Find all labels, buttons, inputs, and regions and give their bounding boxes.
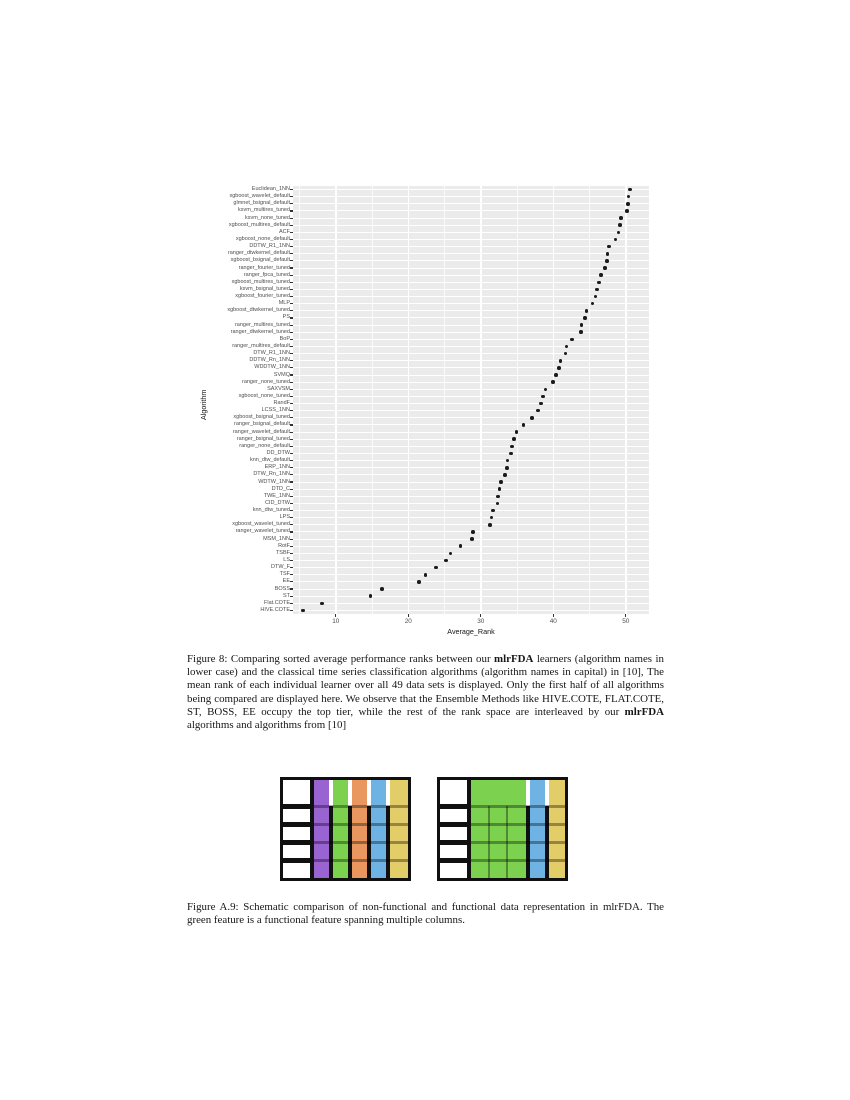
y-axis-tick xyxy=(290,460,292,461)
y-axis-label: ranger_bsignal_tuned xyxy=(236,435,290,442)
row-gridline xyxy=(293,396,649,397)
x-axis-tick-label: 30 xyxy=(477,618,485,625)
y-axis-tick xyxy=(290,260,292,261)
data-point xyxy=(564,352,568,356)
y-axis-tick xyxy=(290,588,292,589)
id-row-separator xyxy=(440,804,467,809)
row-gridline xyxy=(293,317,649,318)
y-axis-label: xgboost_bsignal_default xyxy=(230,257,290,264)
y-axis-tick xyxy=(290,360,292,361)
id-row-separator xyxy=(283,840,310,845)
row-gridline xyxy=(293,303,649,304)
y-axis-tick xyxy=(290,503,292,504)
y-axis-label: EE xyxy=(282,578,290,585)
y-axis-label: DDTW_R1_1NN xyxy=(249,243,290,250)
major-gridline xyxy=(408,186,410,614)
y-axis-label: BoP xyxy=(279,335,290,342)
feature-row-separator xyxy=(471,805,565,808)
y-axis-tick xyxy=(290,210,292,211)
caption-text: Figure 8: Comparing sorted average performance ranks between our xyxy=(187,653,495,665)
y-axis-tick xyxy=(290,374,292,375)
y-axis-label: ksvm_none_tuned xyxy=(245,214,290,221)
row-gridline xyxy=(293,367,649,368)
y-axis-label: xgboost_multires_tuned xyxy=(231,278,290,285)
data-point xyxy=(471,530,475,534)
y-axis-tick xyxy=(290,439,292,440)
row-gridline xyxy=(293,310,649,311)
y-axis-tick xyxy=(290,481,292,482)
row-gridline xyxy=(293,339,649,340)
data-point xyxy=(579,330,583,334)
y-axis-label: xgboost_wavelet_tuned xyxy=(232,521,290,528)
y-axis-label: xgboost_fourier_tuned xyxy=(235,293,290,300)
y-axis-label: SVMQ xyxy=(273,371,290,378)
row-gridline xyxy=(293,546,649,547)
y-axis-tick xyxy=(290,467,292,468)
row-gridline xyxy=(293,496,649,497)
row-gridline xyxy=(293,560,649,561)
data-point xyxy=(617,231,621,235)
y-axis-label: ranger_dtwkernel_tuned xyxy=(230,328,290,335)
y-axis-tick xyxy=(290,553,292,554)
id-column xyxy=(440,780,467,878)
major-gridline xyxy=(625,186,627,614)
y-axis-label: ranger_none_tuned xyxy=(241,378,290,385)
y-axis-tick xyxy=(290,539,292,540)
row-gridline xyxy=(293,596,649,597)
y-axis-tick xyxy=(290,496,292,497)
y-axis-tick xyxy=(290,474,292,475)
y-axis-tick xyxy=(290,489,292,490)
y-axis-label: TWE_1NN xyxy=(263,492,290,499)
data-point xyxy=(544,388,548,392)
y-axis-label: TSBF xyxy=(275,549,290,556)
row-gridline xyxy=(293,232,649,233)
major-gridline xyxy=(480,186,482,614)
row-gridline xyxy=(293,453,649,454)
y-axis-tick xyxy=(290,267,292,268)
y-axis-label: ACF xyxy=(279,228,290,235)
row-gridline xyxy=(293,189,649,190)
y-axis-label: WDTW_1NN xyxy=(258,478,290,485)
y-axis-label: knn_dtw_default xyxy=(249,457,290,464)
row-gridline xyxy=(293,510,649,511)
row-gridline xyxy=(293,246,649,247)
row-gridline xyxy=(293,424,649,425)
data-point xyxy=(512,437,516,441)
data-point xyxy=(625,209,629,213)
y-axis-tick xyxy=(290,560,292,561)
major-gridline xyxy=(335,186,337,614)
y-axis-tick xyxy=(290,396,292,397)
row-gridline xyxy=(293,282,649,283)
id-row-separator xyxy=(283,804,310,809)
data-point xyxy=(488,523,492,527)
y-axis-label: xgboost_none_default xyxy=(235,236,290,242)
feature-column xyxy=(549,780,565,878)
data-point xyxy=(580,323,584,327)
y-axis-label: SAXVSM xyxy=(267,385,290,392)
row-gridline xyxy=(293,203,649,204)
feature-row-separator xyxy=(471,823,565,826)
data-point xyxy=(449,552,453,556)
data-point xyxy=(510,445,514,449)
y-axis-label: Flat.COTE xyxy=(264,599,290,606)
y-axis-tick xyxy=(290,296,292,297)
minor-gridline xyxy=(299,186,300,614)
y-axis-label: LPS xyxy=(279,514,290,521)
row-gridline xyxy=(293,567,649,568)
y-axis-tick xyxy=(290,531,292,532)
id-row-separator xyxy=(283,822,310,827)
y-axis-tick xyxy=(290,218,292,219)
data-point xyxy=(424,573,428,577)
y-axis-label: TSF xyxy=(279,571,290,578)
y-axis-tick xyxy=(290,596,292,597)
id-row-separator xyxy=(283,858,310,863)
y-axis-tick xyxy=(290,610,292,611)
row-gridline xyxy=(293,589,649,590)
feature-row-separator xyxy=(471,841,565,844)
caption-text: Figure A.9: Schematic comparison of non-functional and functional data representation in mlrFDA. The green feature is a functional feature spanning multiple columns. xyxy=(187,901,664,927)
data-point xyxy=(605,259,609,263)
row-gridline xyxy=(293,389,649,390)
y-axis-tick xyxy=(290,524,292,525)
row-gridline xyxy=(293,375,649,376)
data-point xyxy=(628,188,632,192)
y-axis-label: ranger_none_default xyxy=(239,442,290,449)
y-axis-label: ranger_multires_default xyxy=(232,343,290,349)
row-gridline xyxy=(293,218,649,219)
y-axis-label: ERP_1NN xyxy=(264,464,290,471)
major-gridline xyxy=(553,186,555,614)
y-axis-tick xyxy=(290,196,292,197)
data-point xyxy=(470,537,474,541)
data-point xyxy=(530,416,534,420)
feature-row-separator xyxy=(314,805,408,808)
non-functional-data-table xyxy=(280,777,411,881)
y-axis-tick xyxy=(290,410,292,411)
row-gridline xyxy=(293,474,649,475)
y-axis-label: LCSS_1NN xyxy=(261,407,290,414)
y-axis-tick xyxy=(290,389,292,390)
data-point xyxy=(551,380,555,384)
row-gridline xyxy=(293,524,649,525)
row-gridline xyxy=(293,346,649,347)
feature-column xyxy=(371,780,386,878)
data-point xyxy=(496,502,500,506)
y-axis-title: Algorithm xyxy=(199,389,208,420)
y-axis-tick xyxy=(290,203,292,204)
row-gridline xyxy=(293,553,649,554)
y-axis-tick xyxy=(290,339,292,340)
row-gridline xyxy=(293,239,649,240)
data-point xyxy=(320,602,324,606)
y-axis-tick xyxy=(290,424,292,425)
data-point xyxy=(594,295,598,299)
data-point xyxy=(541,395,545,399)
y-axis-label: xgboost_multires_default xyxy=(228,221,290,228)
y-axis-label: xgboost_wavelet_default xyxy=(229,193,290,200)
row-gridline xyxy=(293,460,649,461)
functional-data-table xyxy=(437,777,568,881)
y-axis-tick xyxy=(290,310,292,311)
y-axis-label: WDDTW_1NN xyxy=(254,364,290,371)
row-gridline xyxy=(293,467,649,468)
y-axis-tick xyxy=(290,510,292,511)
minor-gridline xyxy=(589,186,590,614)
row-gridline xyxy=(293,210,649,211)
row-gridline xyxy=(293,489,649,490)
data-point xyxy=(585,309,589,313)
y-axis-label: LS xyxy=(283,557,290,563)
data-point xyxy=(614,238,618,242)
data-point xyxy=(505,466,509,470)
x-axis-tick-label: 40 xyxy=(549,618,557,625)
row-gridline xyxy=(293,603,649,604)
y-axis-label: DTW_Rn_1NN xyxy=(253,471,290,478)
data-point xyxy=(557,366,561,370)
feature-column xyxy=(390,780,408,878)
feature-row-separator xyxy=(314,823,408,826)
y-axis-tick xyxy=(290,325,292,326)
y-axis-tick xyxy=(290,225,292,226)
row-gridline xyxy=(293,253,649,254)
data-point xyxy=(301,609,305,613)
row-gridline xyxy=(293,482,649,483)
row-gridline xyxy=(293,260,649,261)
y-axis-label: RotF xyxy=(278,542,290,549)
minor-gridline xyxy=(444,186,445,614)
id-column xyxy=(283,780,310,878)
data-point xyxy=(570,338,574,342)
row-gridline xyxy=(293,353,649,354)
row-gridline xyxy=(293,360,649,361)
data-point xyxy=(627,195,631,199)
data-point xyxy=(597,281,601,285)
y-axis-tick xyxy=(290,282,292,283)
y-axis-tick xyxy=(290,239,292,240)
feature-column xyxy=(352,780,367,878)
y-axis-tick xyxy=(290,581,292,582)
row-gridline xyxy=(293,403,649,404)
y-axis-tick xyxy=(290,289,292,290)
y-axis-label: glmnet_bsignal_default xyxy=(233,200,290,207)
data-point xyxy=(417,580,421,584)
data-point xyxy=(496,495,500,499)
y-axis-tick xyxy=(290,567,292,568)
y-axis-label: RandF xyxy=(273,400,290,407)
data-point xyxy=(591,302,595,306)
y-axis-label: xgboost_bsignal_tuned xyxy=(233,414,290,421)
y-axis-label: knn_dtw_tuned xyxy=(252,507,290,514)
x-axis-title: Average_Rank xyxy=(447,627,495,636)
id-row-separator xyxy=(440,858,467,863)
minor-gridline xyxy=(517,186,518,614)
data-point xyxy=(539,402,543,406)
data-point xyxy=(565,345,569,349)
row-gridline xyxy=(293,417,649,418)
id-row-separator xyxy=(440,822,467,827)
x-axis-tick xyxy=(408,614,409,617)
x-axis-tick xyxy=(553,614,554,617)
y-axis-tick xyxy=(290,417,292,418)
y-axis-label: MSM_1NN xyxy=(263,535,290,542)
caption-bold-text: mlrFDA xyxy=(494,653,534,665)
y-axis-tick xyxy=(290,403,292,404)
row-gridline xyxy=(293,432,649,433)
data-point xyxy=(599,273,603,277)
row-gridline xyxy=(293,410,649,411)
row-gridline xyxy=(293,503,649,504)
y-axis-label: xgboost_dtwkernel_tuned xyxy=(227,307,290,314)
y-axis-label: ranger_wavelet_tuned xyxy=(235,528,290,535)
figure8-caption xyxy=(187,653,664,732)
y-axis-tick xyxy=(290,189,292,190)
y-axis-tick xyxy=(290,317,292,318)
y-axis-label: BOSS xyxy=(274,585,290,592)
data-point xyxy=(459,544,463,548)
id-row-separator xyxy=(440,840,467,845)
data-point xyxy=(536,409,540,413)
y-axis-label: ranger_multires_tuned xyxy=(234,321,290,328)
y-axis-tick xyxy=(290,246,292,247)
y-axis-tick xyxy=(290,367,292,368)
y-axis-label: DDTW_Rn_1NN xyxy=(249,357,290,364)
y-axis-tick xyxy=(290,332,292,333)
data-point xyxy=(444,559,448,563)
y-axis-tick xyxy=(290,382,292,383)
data-point xyxy=(554,373,558,377)
y-axis-label: ranger_fpca_tuned xyxy=(243,271,290,278)
y-axis-tick xyxy=(290,353,292,354)
data-point xyxy=(509,452,513,456)
y-axis-tick xyxy=(290,346,292,347)
row-gridline xyxy=(293,382,649,383)
feature-column xyxy=(333,780,348,878)
row-gridline xyxy=(293,574,649,575)
feature-row-separator xyxy=(471,859,565,862)
y-axis-label: xgboost_none_tuned xyxy=(238,392,290,399)
row-gridline xyxy=(293,196,649,197)
data-point xyxy=(491,509,495,513)
y-axis-label: MLP xyxy=(278,300,290,307)
y-axis-label: DTD_C xyxy=(271,485,290,492)
data-point xyxy=(499,480,503,484)
y-axis-label: HIVE.COTE xyxy=(260,606,290,613)
y-axis-tick xyxy=(290,603,292,604)
data-point xyxy=(618,223,622,227)
chart-panel xyxy=(293,186,649,614)
x-axis-tick xyxy=(625,614,626,617)
data-point xyxy=(515,430,519,434)
y-axis-label: CID_DTW xyxy=(264,499,290,506)
y-axis-tick xyxy=(290,253,292,254)
x-axis-tick-label: 20 xyxy=(404,618,412,625)
y-axis-label: ranger_bsignal_default xyxy=(234,421,290,428)
row-gridline xyxy=(293,610,649,611)
data-point xyxy=(595,288,599,292)
feature-column xyxy=(530,780,545,878)
data-point xyxy=(607,245,611,249)
y-axis-tick xyxy=(290,453,292,454)
y-axis-label: ksvm_multires_tuned xyxy=(238,207,290,214)
minor-gridline xyxy=(372,186,373,614)
y-axis-tick xyxy=(290,303,292,304)
caption-text: algorithms and algorithms from [10] xyxy=(187,719,347,732)
row-gridline xyxy=(293,268,649,269)
caption-bold-text: mlrFDA xyxy=(624,705,664,718)
data-point xyxy=(434,566,438,570)
y-axis-label: Euclidean_1NN xyxy=(251,186,290,193)
figureA9-caption xyxy=(187,901,664,927)
data-point xyxy=(490,516,494,520)
y-axis-label: DD_DTW xyxy=(266,450,290,456)
data-point xyxy=(559,359,563,363)
data-point xyxy=(498,487,502,491)
x-axis-tick-label: 50 xyxy=(622,618,630,625)
y-axis-tick xyxy=(290,275,292,276)
data-point xyxy=(626,202,630,206)
y-axis-label: ranger_dtwkernel_default xyxy=(227,250,290,257)
row-gridline xyxy=(293,446,649,447)
feature-row-separator xyxy=(314,859,408,862)
x-axis-tick xyxy=(335,614,336,617)
feature-row-separator xyxy=(314,841,408,844)
y-axis-tick xyxy=(290,517,292,518)
data-point xyxy=(506,459,510,463)
x-axis-tick-label: 10 xyxy=(332,618,340,625)
data-point xyxy=(380,587,384,591)
data-point xyxy=(583,316,587,320)
y-axis-tick xyxy=(290,232,292,233)
data-point xyxy=(503,473,507,477)
y-axis-label: DTW_R1_1NN xyxy=(253,350,290,357)
row-gridline xyxy=(293,225,649,226)
data-point xyxy=(606,252,610,256)
data-point xyxy=(522,423,526,427)
y-axis-label: ST xyxy=(282,592,290,599)
y-axis-label: ranger_wavelet_default xyxy=(232,428,290,435)
y-axis-tick xyxy=(290,546,292,547)
feature-column xyxy=(471,780,526,878)
row-gridline xyxy=(293,517,649,518)
y-axis-label: PS xyxy=(282,314,290,321)
row-gridline xyxy=(293,275,649,276)
caption-text: learners (algorithm names in lower case) and the classical time series classification algorithms (algorithm names in capital) in [10], The mean rank of each individual learner over all 49 data sets is displayed. Only the first half of all algorithms being compared are displayed here. We observe that the Ensemble Methods like HIVE.COTE, FLAT.COTE, ST, BOSS, EE occupy the top tier, while the rest of the rank space are interleaved by our xyxy=(187,653,664,718)
feature-column xyxy=(314,780,329,878)
y-axis-label: ksvm_bsignal_tuned xyxy=(239,285,290,292)
y-axis-label: DTW_F xyxy=(271,564,290,571)
row-gridline xyxy=(293,325,649,326)
data-point xyxy=(603,266,607,270)
y-axis-tick xyxy=(290,446,292,447)
y-axis-tick xyxy=(290,574,292,575)
y-axis-label: ranger_fourier_tuned xyxy=(238,264,290,271)
data-point xyxy=(619,216,623,220)
row-gridline xyxy=(293,581,649,582)
row-gridline xyxy=(293,332,649,333)
row-gridline xyxy=(293,439,649,440)
x-axis-tick xyxy=(480,614,481,617)
y-axis-tick xyxy=(290,432,292,433)
